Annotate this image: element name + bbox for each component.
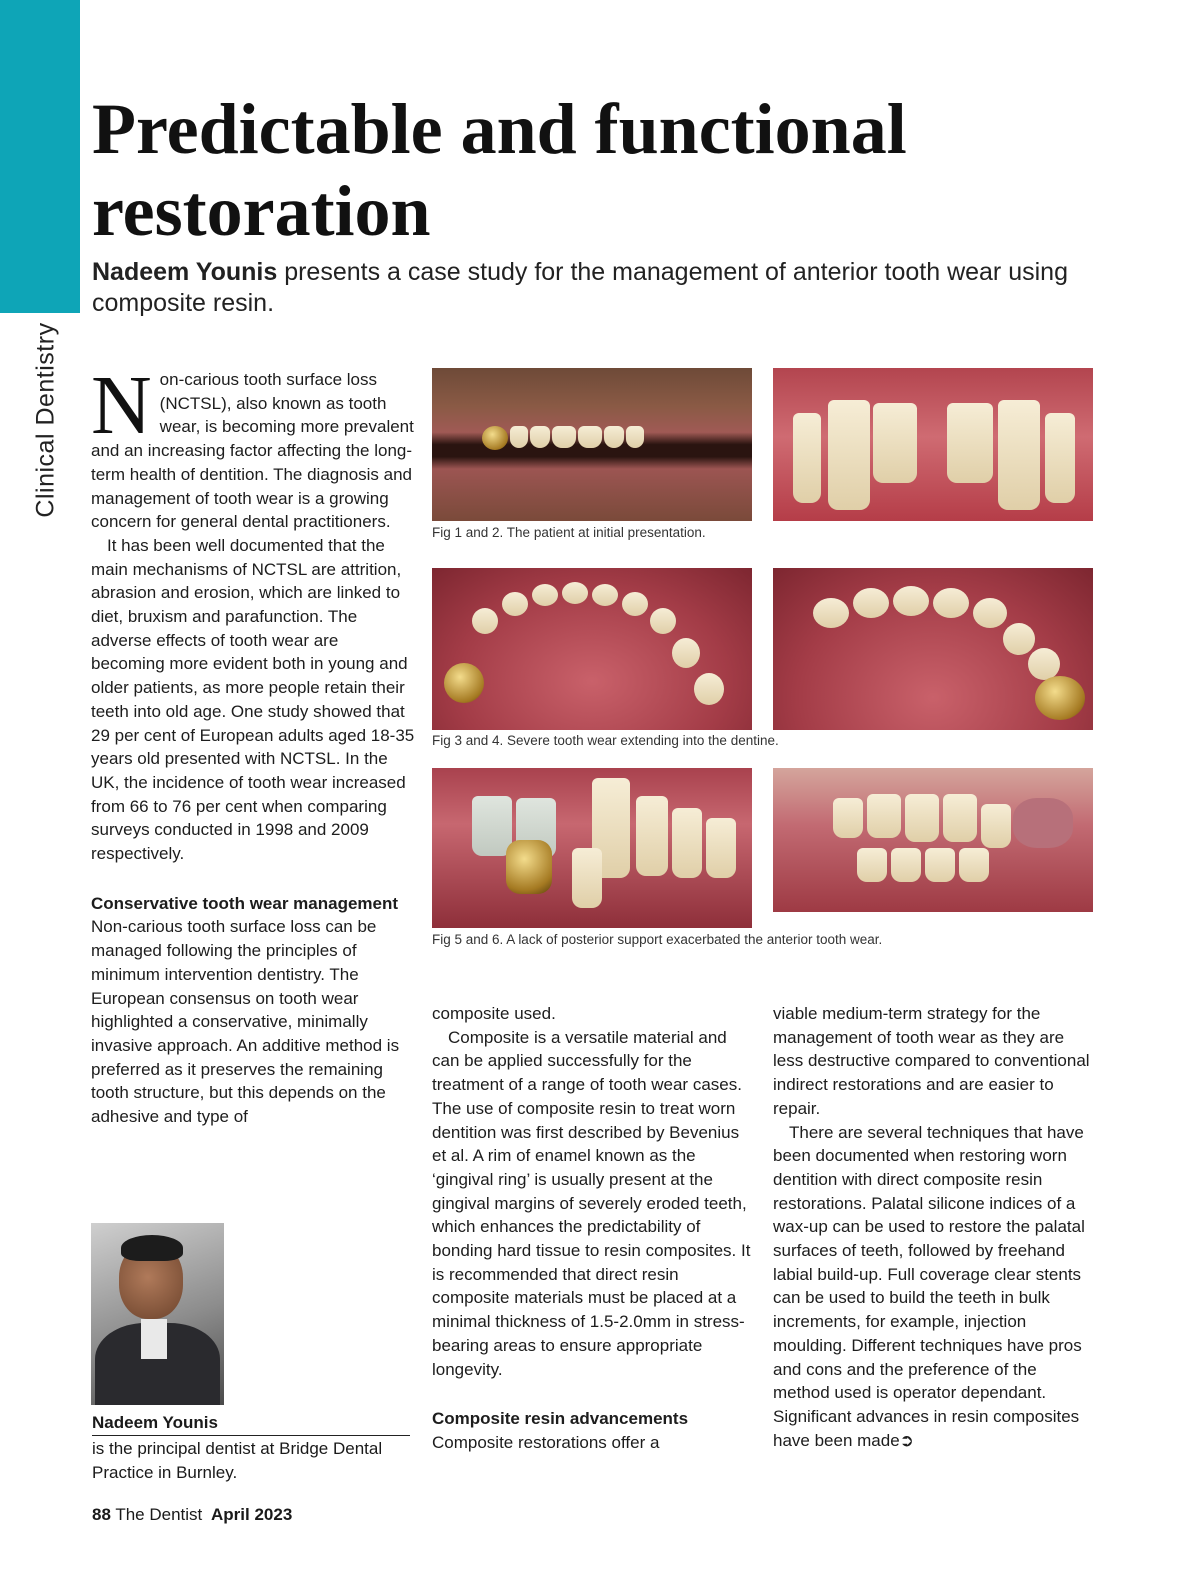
standfirst-text: presents a case study for the management of anterior tooth wear using composite resin. xyxy=(92,258,1068,317)
paragraph-text: There are several techniques that have been documented when restoring worn dentition with direct composite resin restorations. Palatal silicone indices of a wax-up can be used to restore the palatal surfaces of teeth, followed by freehand labial build-up. Full coverage clear stents can be used to build the teeth in bulk increments, for example, injection moulding. Different techniques have pros and cons and the preference of the method used is operator dependant. Significant advances in resin composites have been made xyxy=(773,1122,1085,1450)
paragraph: Non-carious tooth surface loss can be managed following the principles of minimum intervention dentistry. The European consensus on tooth wear highlighted a conservative, minimally invasive approach. An additive method is preferred as it preserves the remaining tooth structure, but this depends on the adhesive and type of xyxy=(91,917,400,1127)
page-number: 88 xyxy=(92,1505,111,1524)
figure-caption: Fig 1 and 2. The patient at initial presentation. xyxy=(432,525,706,540)
author-name: Nadeem Younis xyxy=(92,1413,410,1436)
issue-date: April 2023 xyxy=(211,1505,293,1524)
figure-2-photo xyxy=(773,368,1093,521)
figure-6-photo xyxy=(773,768,1093,912)
figure-4-photo xyxy=(773,568,1093,730)
magazine-name: The Dentist xyxy=(115,1505,203,1524)
figure-caption: Fig 3 and 4. Severe tooth wear extending into the dentine. xyxy=(432,733,779,748)
subheading: Composite resin advancements xyxy=(432,1409,689,1429)
figure-caption: Fig 5 and 6. A lack of posterior support exacerbated the anterior tooth wear. xyxy=(432,932,883,947)
standfirst-author: Nadeem Younis xyxy=(92,258,278,286)
subheading: Conservative tooth wear management xyxy=(91,893,399,913)
figure-1-photo xyxy=(432,368,752,521)
page-footer xyxy=(92,1505,292,1525)
standfirst xyxy=(92,257,1152,319)
author-portrait xyxy=(91,1223,224,1405)
intro-paragraph xyxy=(91,359,415,534)
body-column-1 xyxy=(91,359,415,1129)
figure-3-photo xyxy=(432,568,752,730)
paragraph xyxy=(773,1121,1093,1453)
article-title: Predictable and functional restoration xyxy=(92,89,907,251)
author-bio: is the principal dentist at Bridge Dental Practice in Burnley. xyxy=(92,1439,383,1482)
intro-text: on-carious tooth surface loss (NCTSL), also known as tooth wear, is becoming more prevalent and an increasing factor affecting the long-term health of dentition. The diagnosis and management of tooth wear is a growing concern for general dental practitioners. xyxy=(91,370,414,532)
drop-cap: N xyxy=(91,359,152,452)
body-column-2 xyxy=(432,1002,752,1455)
continue-arrow-icon: ➲ xyxy=(899,1430,914,1450)
body-column-3 xyxy=(773,1002,1093,1452)
paragraph: Composite restorations offer a xyxy=(432,1432,660,1452)
paragraph: It has been well documented that the main mechanisms of NCTSL are attrition, abrasion and erosion, which are linked to diet, bruxism and parafunction. The adverse effects of tooth wear are becoming more evident both in young and older patients, as more people retain their teeth into old age. One study showed that 29 per cent of European adults aged 18-35 years old presented with NCTSL. In the UK, the incidence of tooth wear increased from 66 to 76 per cent when comparing surveys conducted in 1998 and 2009 respectively. xyxy=(91,535,415,864)
paragraph: viable medium-term strategy for the management of tooth wear as they are less destructive compared to conventional indirect restorations and are easier to repair. xyxy=(773,1004,1090,1118)
paragraph: composite used. xyxy=(432,1004,556,1023)
figure-5-photo xyxy=(432,768,752,928)
paragraph: Composite is a versatile material and can be applied successfully for the treatment of a range of tooth wear cases. The use of composite resin to treat worn dentition was first described by Bevenius et al. A rim of enamel known as the ‘gingival ring’ is usually present at the gingival margins of severely eroded teeth, which enhances the predictability of bonding hard tissue to resin composites. It is recommended that direct resin composite materials must be placed at a minimal thickness of 1.5-2.0mm in stress-bearing areas to ensure appropriate longevity. xyxy=(432,1027,751,1379)
section-label: Clinical Dentistry xyxy=(31,322,60,518)
section-accent-bar xyxy=(0,0,80,313)
